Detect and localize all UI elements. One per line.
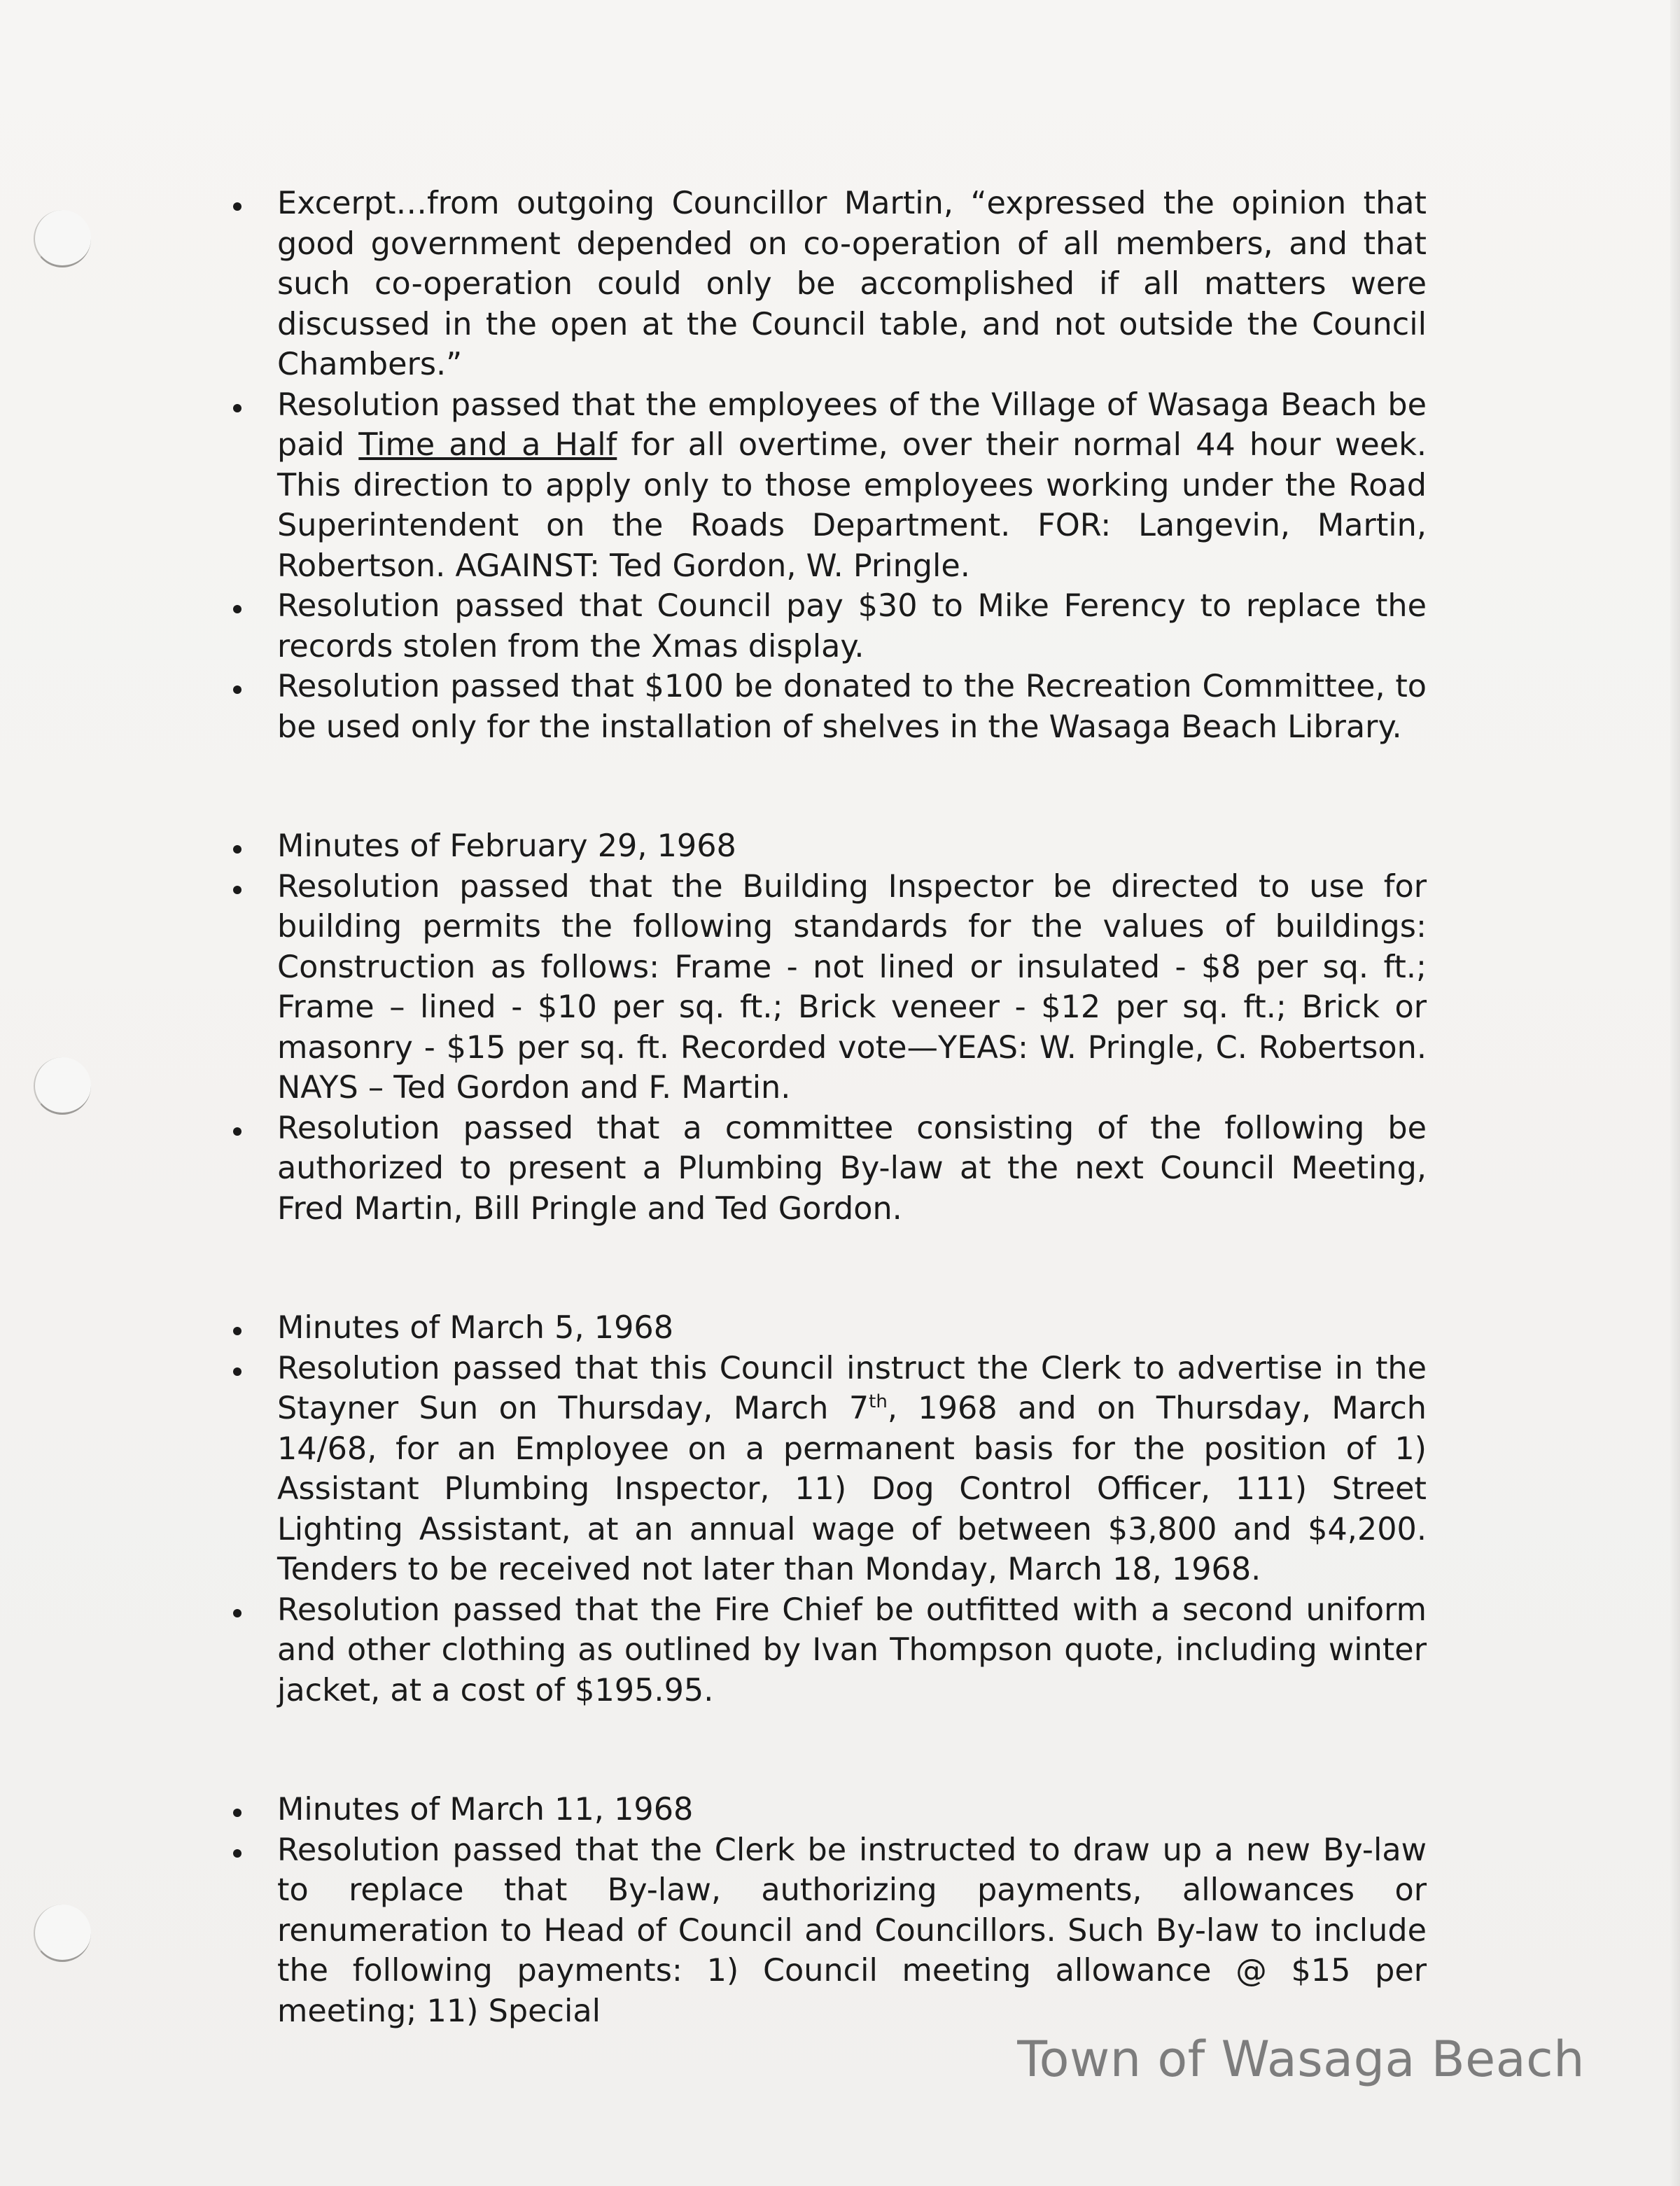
bullet-item-excerpt: Excerpt…from outgoing Councillor Martin, “expressed the opinion that good government depended on co-operation of all members, and that such co-operation could only be accomplished if all matters were discussed in the open at the Council table, and not outside the Council Chambers.” (223, 183, 1427, 385)
section-spacer (223, 747, 1427, 826)
minutes-heading-mar-11: Minutes of March 11, 1968 (223, 1790, 1427, 1830)
bullet-list-feb-29-section (223, 826, 1427, 1229)
bullet-item-building-standards: Resolution passed that the Building Inspector be directed to use for building permits the following standards for the values of buildings: Construction as follows: Frame - not lined or insulated - $8 per sq. ft.; Frame – lined - $10 per sq. ft.; Brick veneer - $12 per sq. ft.; Brick or masonry - $15 per sq. ft. Recorded vote—YEAS: W. Pringle, C. Robertson. NAYS – Ted Gordon and F. Martin. (223, 867, 1427, 1108)
punch-hole (34, 1905, 91, 1962)
page-edge-shadow (1670, 0, 1680, 2186)
minutes-heading-feb-29: Minutes of February 29, 1968 (223, 826, 1427, 867)
advertise-text-after: , 1968 and on Thursday, March 14/68, for an Employee on a permanent basis for the position of 1) Assistant Plumbing Inspector, 11) Dog Control Officer, 111) Street Lighting Assistant, at an annual wage of between $3,800 and $4,200. Tenders to be received not later than Monday, March 18, 1968. (277, 1391, 1427, 1587)
punch-hole (34, 1057, 91, 1115)
ordinal-superscript: th (869, 1391, 888, 1413)
advertise-text-before: Resolution passed that this Council instruct the Clerk to advertise in the Stayner Sun on Thursday, March 7 (277, 1350, 1427, 1426)
bullet-item-council-bylaw: Resolution passed that the Clerk be instructed to draw up a new By-law to replace that By-law, authorizing payments, allowances or renumeration to Head of Council and Councillors. Such By-law to include the following payments: 1) Council meeting allowance @ $15 per meeting; 11) Special (223, 1830, 1427, 2032)
bullet-list-mar-11-section (223, 1790, 1427, 2031)
bullet-item-ferency-resolution: Resolution passed that Council pay $30 to Mike Ferency to replace the records stolen from the Xmas display. (223, 586, 1427, 667)
section-spacer (223, 1711, 1427, 1790)
overtime-text-before: Resolution passed that the employees of the Village of Wasaga Beach be paid (277, 387, 1427, 463)
bullet-list-mar-5-section (223, 1308, 1427, 1711)
bullet-item-plumbing-committee: Resolution passed that a committee consisting of the following be authorized to present a Plumbing By-law at the next Council Meeting, Fred Martin, Bill Pringle and Ted Gordon. (223, 1108, 1427, 1230)
bullet-item-library-resolution: Resolution passed that $100 be donated to the Recreation Committee, to be used only for the installation of shelves in the Wasaga Beach Library. (223, 667, 1427, 747)
bullet-item-overtime-resolution (223, 385, 1427, 587)
punch-hole (34, 210, 91, 267)
bullet-item-advertise-resolution (223, 1349, 1427, 1590)
minutes-heading-mar-5: Minutes of March 5, 1968 (223, 1308, 1427, 1349)
bullet-list-excerpt-section (223, 183, 1427, 747)
overtime-text-after: for all overtime, over their normal 44 hour week. This direction to apply only to those employees working under the Road Superintendent on the Roads Department. FOR: Langevin, Martin, Robertson. AGAINST: Ted Gordon, W. Pringle. (277, 427, 1427, 584)
section-spacer (223, 1229, 1427, 1308)
document-body (223, 183, 1427, 2031)
watermark-text: Town of Wasaga Beach (1017, 2031, 1585, 2088)
underlined-time-and-a-half: Time and a Half (358, 427, 617, 463)
bullet-item-fire-chief-uniform: Resolution passed that the Fire Chief be outfitted with a second uniform and other clothing as outlined by Ivan Thompson quote, including winter jacket, at a cost of $195.95. (223, 1590, 1427, 1711)
